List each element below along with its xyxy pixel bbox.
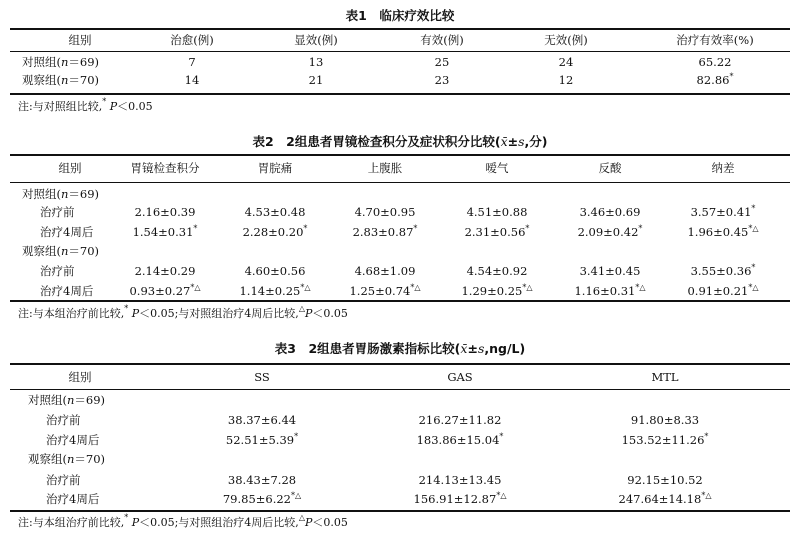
table2-header-cell: 嗳气 [485, 161, 509, 175]
table3-row-label: 治疗4周后 [46, 433, 100, 447]
table2-header-rule [10, 182, 790, 183]
table2-cell: 0.91±0.21*△ [687, 283, 759, 298]
table3-cell: 79.85±6.22*△ [222, 491, 302, 506]
table3-bottom-rule [10, 510, 790, 512]
table2-cell: 1.54±0.31* [132, 224, 198, 239]
table1-cell: 13 [308, 55, 324, 69]
table2-title: 表2 2组患者胃镜检查积分及症状积分比较(x̄±s,分) [252, 134, 548, 149]
table2-header-cell: 组别 [58, 161, 82, 175]
table1-cell: 12 [558, 73, 574, 87]
table3-top-rule [10, 363, 790, 365]
table1-bottom-rule [10, 93, 790, 95]
table1-header-cell: 无效(例) [544, 33, 588, 47]
table3-cell: 38.37±6.44 [227, 413, 297, 427]
table2-row-label: 治疗前 [40, 205, 75, 219]
table2-group-label: 对照组(n＝69) [22, 187, 100, 201]
table1-cell: 21 [308, 73, 324, 87]
table1-cell: 23 [434, 73, 450, 87]
table2-note: 注:与本组治疗前比较,* P＜0.05;与对照组治疗4周后比较,△P＜0.05 [18, 304, 348, 320]
table3-header-cell: SS [254, 370, 270, 384]
table3-title: 表3 2组患者胃肠激素指标比较(x̄±s,ng/L) [274, 341, 526, 356]
table1-cell: 82.86* [696, 72, 734, 87]
table2-row-label: 治疗4周后 [40, 225, 94, 239]
table1-row-label: 对照组(n＝69) [22, 55, 100, 69]
table3-row-label: 治疗4周后 [46, 492, 100, 506]
table3-cell: 214.13±13.45 [418, 473, 502, 487]
table2-row-label: 治疗4周后 [40, 284, 94, 298]
table2-cell: 4.53±0.48 [244, 205, 306, 219]
table1-title: 表1 临床疗效比较 [345, 8, 455, 23]
table2-group-label: 观察组(n＝70) [22, 244, 100, 258]
table3-cell: 183.86±15.04* [416, 432, 504, 447]
table3-cell: 216.27±11.82 [418, 413, 502, 427]
table2-cell: 1.96±0.45*△ [687, 224, 759, 239]
table2-cell: 2.83±0.87* [352, 224, 418, 239]
table1-header-cell: 组别 [68, 33, 92, 47]
table2-cell: 4.54±0.92 [466, 264, 528, 278]
table1-cell: 25 [434, 55, 450, 69]
table3-header-rule [10, 389, 790, 390]
table1-top-rule [10, 28, 790, 30]
table2-cell: 2.09±0.42* [577, 224, 643, 239]
table2-cell: 2.28±0.20* [242, 224, 308, 239]
table1-cell: 65.22 [698, 55, 732, 69]
table3-cell: 156.91±12.87*△ [413, 491, 507, 506]
table3-header-cell: 组别 [68, 370, 92, 384]
table1-header-cell: 显效(例) [294, 33, 338, 47]
table3-note: 注:与本组治疗前比较,* P＜0.05;与对照组治疗4周后比较,△P＜0.05 [18, 513, 348, 529]
table2-header-cell: 胃脘痛 [257, 161, 293, 175]
table2-cell: 1.14±0.25*△ [239, 283, 311, 298]
table1-header-cell: 治愈(例) [170, 33, 214, 47]
table3-group-label: 对照组(n＝69) [28, 393, 106, 407]
table2-cell: 3.41±0.45 [579, 264, 641, 278]
table2-header-cell: 反酸 [598, 161, 622, 175]
table2-cell: 2.14±0.29 [134, 264, 196, 278]
table1-header-cell: 有效(例) [420, 33, 464, 47]
table2-header-cell: 胃镜检查积分 [130, 161, 200, 175]
table2-cell: 3.57±0.41* [690, 204, 756, 219]
table1-cell: 14 [184, 73, 200, 87]
table2-header-cell: 纳差 [711, 161, 735, 175]
table2-cell: 3.46±0.69 [579, 205, 641, 219]
table3-header-cell: GAS [447, 370, 473, 384]
table3-row-label: 治疗前 [46, 413, 81, 427]
table2-cell: 0.93±0.27*△ [129, 283, 201, 298]
table3-cell: 247.64±14.18*△ [618, 491, 712, 506]
table2-cell: 1.29±0.25*△ [461, 283, 533, 298]
table2-cell: 4.68±1.09 [354, 264, 416, 278]
table2-cell: 2.16±0.39 [134, 205, 196, 219]
table2-row-label: 治疗前 [40, 264, 75, 278]
table1-header-rule [10, 51, 790, 52]
table2-cell: 2.31±0.56* [464, 224, 530, 239]
table1-header-cell: 治疗有效率(%) [676, 33, 754, 47]
table2-cell: 4.70±0.95 [354, 205, 416, 219]
table2-bottom-rule [10, 300, 790, 302]
table2-header-cell: 上腹胀 [367, 161, 403, 175]
table3-cell: 153.52±11.26* [621, 432, 709, 447]
table3-group-label: 观察组(n＝70) [28, 452, 106, 466]
table1-row-label: 观察组(n＝70) [22, 73, 100, 87]
table2-cell: 3.55±0.36* [690, 263, 756, 278]
table3-cell: 92.15±10.52 [627, 473, 703, 487]
table3-cell: 91.80±8.33 [630, 413, 700, 427]
table2-cell: 4.51±0.88 [466, 205, 528, 219]
table2-cell: 4.60±0.56 [244, 264, 306, 278]
table1-cell: 24 [558, 55, 574, 69]
table2-cell: 1.25±0.74*△ [349, 283, 421, 298]
table2-top-rule [10, 154, 790, 156]
table1-note: 注:与对照组比较,* P＜0.05 [18, 97, 153, 113]
table3-header-cell: MTL [651, 370, 679, 384]
table2-cell: 1.16±0.31*△ [574, 283, 646, 298]
table1-cell: 7 [188, 55, 196, 69]
table3-row-label: 治疗前 [46, 473, 81, 487]
table3-cell: 52.51±5.39* [225, 432, 299, 447]
table3-cell: 38.43±7.28 [227, 473, 297, 487]
